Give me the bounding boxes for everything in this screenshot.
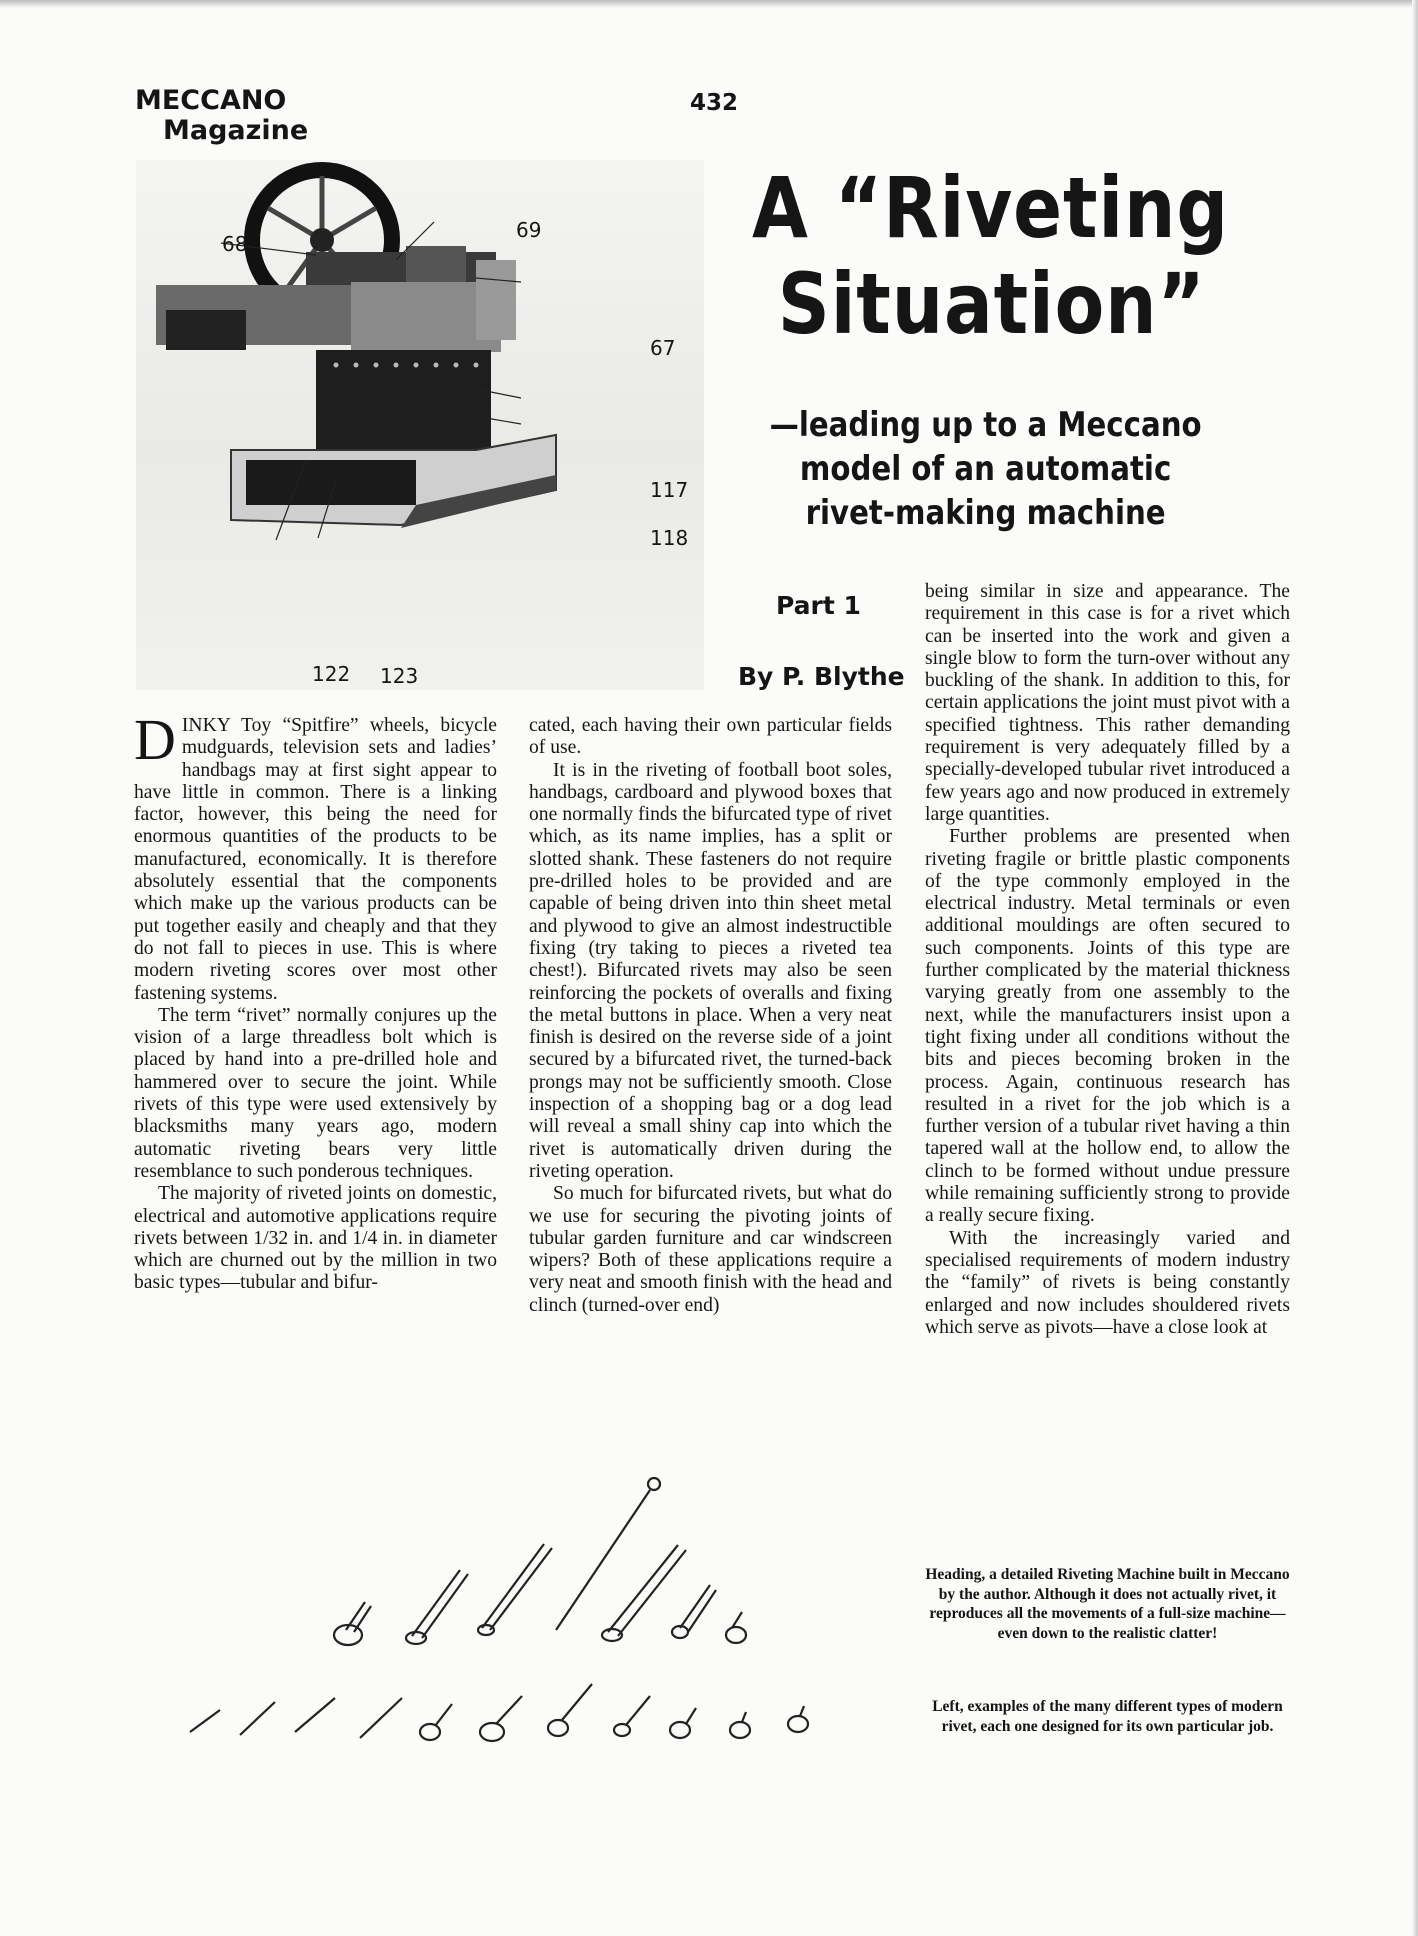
article-title bbox=[752, 160, 1234, 352]
paragraph: Further problems are presented when riveting fragile or brittle plastic components of the type commonly employed in the electrical industry. Metal terminals or even additional mouldings are often secured to such components. Joints of this type are further complicated by the material thickness varying greatly from one assembly to the next, while the manufacturers insist upon a tight fixing under all conditions without the bits and pieces becoming broken in the process. Again, continuous research has resulted in a rivet for the job which is a further version of a tubular rivet having a thin tapered wall at the hollow end, to allow the clinch to be formed without undue pressure while remaining sufficiently strong to provide a really secure fixing. bbox=[925, 826, 1290, 1227]
caption-heading-photo: Heading, a detailed Riveting Machine built in Meccano by the author. Although it does not actually rivet, it reproduces all the movements of a full-size machine—even down to the realistic clatter! bbox=[925, 1566, 1290, 1642]
paragraph bbox=[134, 707, 497, 1005]
text-column-2 bbox=[529, 715, 892, 1317]
masthead bbox=[135, 86, 308, 146]
text-column-1 bbox=[134, 707, 497, 1295]
caption-rivet-examples: Left, examples of the many different types of modern rivet, each one designed for its own particular job. bbox=[932, 1698, 1283, 1735]
photo-label-68: 68 bbox=[222, 232, 248, 256]
photo-label-117: 117 bbox=[650, 478, 689, 502]
photo-label-67: 67 bbox=[650, 336, 676, 360]
paragraph: So much for bifurcated rivets, but what do we use for securing the pivoting joints of tubular garden furniture and car windscreen wipers? Both of these applications require a very neat and smooth finish with the head and clinch (turned-over end) bbox=[529, 1183, 892, 1316]
rivets-drawing bbox=[180, 1470, 840, 1760]
article-subtitle: —leading up to a Meccano model of an automatic rivet-making machine bbox=[769, 405, 1202, 533]
paragraph: The term “rivet” normally conjures up the vision of a large threadless bolt which is placed by hand into a pre-drilled hole and hammered over to secure the joint. While rivets of this type were used extensively by blacksmiths many years ago, modern automatic riveting bears very little resemblance to such ponderous techniques. bbox=[134, 1004, 497, 1182]
text-column-3 bbox=[925, 581, 1290, 1339]
paragraph: cated, each having their own particular fields of use. bbox=[529, 715, 892, 759]
paragraph: With the increasingly varied and specialised requirements of modern industry the “family” of rivets is being constantly enlarged and now includes shouldered rivets which serve as pivots—have a close look at bbox=[925, 1227, 1290, 1338]
page-edge-right bbox=[1412, 0, 1418, 1936]
photo-label-122: 122 bbox=[312, 662, 351, 686]
page-edge-top bbox=[0, 0, 1418, 8]
paragraph: being similar in size and appearance. The requirement in this case is for a rivet which can be inserted into the work and given a single blow to form the turn-over without any buckling of the shank. In addition to this, for certain applications the joint must pivot with a specified tightness. This rather demanding requirement is very adequately filled by a specially-developed tubular rivet introduced a few years ago and now produced in extremely large quantities. bbox=[925, 581, 1290, 825]
paragraph: It is in the riveting of football boot soles, handbags, cardboard and plywood boxes that one normally finds the bifurcated type of rivet which, as its name implies, has a split or slotted shank. These fasteners do not require pre-drilled holes to be provided and are capable of being driven into thin sheet metal and plywood to give an almost indestructible fixing (try taking to pieces a riveted tea chest!). Bifurcated rivets may also be seen reinforcing the pockets of overalls and fixing the metal buttons in place. When a very neat finish is desired on the reverse side of a joint secured by a bifurcated rivet, the turned-back prongs may not be sufficiently smooth. Close inspection of a shopping bag or a dog lead will reveal a small shiny cap into which the rivet is automatically driven during the riveting operation. bbox=[529, 759, 892, 1182]
machine-photo bbox=[136, 160, 704, 690]
title-line1: A “Riveting bbox=[752, 159, 1229, 257]
paragraph: The majority of riveted joints on domestic, electrical and automotive applications require rivets between 1/32 in. and 1/4 in. in diameter which are churned out by the million in two basic types—tubular and bifur- bbox=[134, 1183, 497, 1294]
part-label: Part 1 bbox=[776, 591, 861, 620]
masthead-line1: MECCANO bbox=[135, 85, 287, 116]
photo-label-123: 123 bbox=[380, 664, 419, 688]
photo-label-118: 118 bbox=[650, 526, 689, 550]
photo-label-69: 69 bbox=[516, 218, 542, 242]
paragraph-text: INKY Toy “Spitfire” wheels, bicycle mudguards, television sets and ladies’ handbags may at first sight appear to have little in common. There is a linking factor, however, this being the need for enormous quantities of the products to be manufactured, economically. It is therefore absolutely essential that the components which make up the various products can be put together easily and cheaply and that they do not fall to pieces in use. This is where modern riveting scores over most other fastening systems. bbox=[134, 715, 497, 1004]
rivet-examples-illustration bbox=[180, 1470, 840, 1760]
title-line2: Situation” bbox=[777, 255, 1206, 353]
drop-cap: D bbox=[134, 707, 176, 772]
byline: By P. Blythe bbox=[738, 662, 905, 691]
page-number: 432 bbox=[690, 90, 739, 116]
masthead-line2: Magazine bbox=[163, 115, 309, 146]
